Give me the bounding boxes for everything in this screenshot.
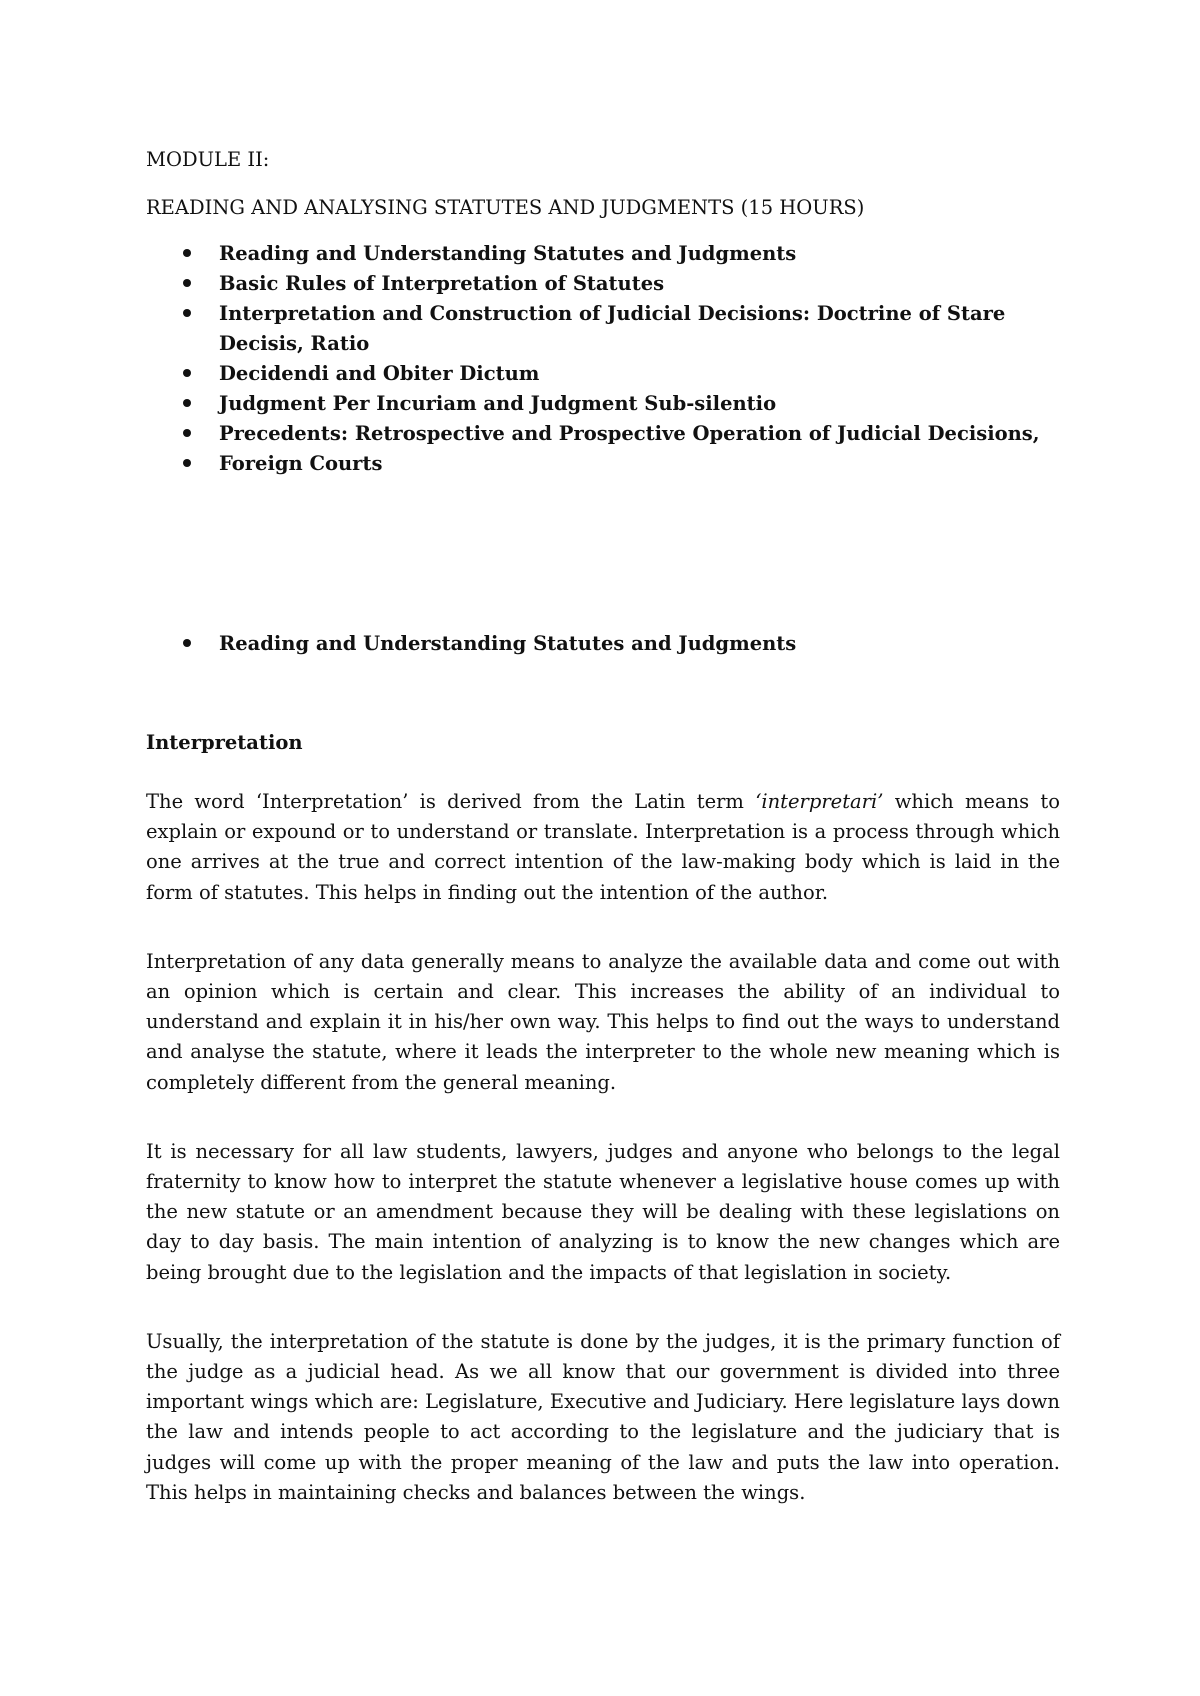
- paragraph-1-start: The word ‘Interpretation’ is derived from the Latin term: [146, 790, 756, 813]
- bullet-icon: [183, 249, 191, 257]
- topic-item: [146, 359, 1060, 389]
- topic-text: Judgment Per Incuriam and Judgment Sub-silentio: [219, 392, 777, 415]
- module-label: MODULE II:: [146, 148, 270, 171]
- topic-text: Foreign Courts: [219, 452, 383, 475]
- bullet-icon: [183, 279, 191, 287]
- module-title: READING AND ANALYSING STATUTES AND JUDGMENTS (15 HOURS): [146, 196, 865, 219]
- latin-term: ‘interpretari’: [755, 790, 884, 813]
- paragraph-2: Interpretation of any data generally means to analyze the available data and come out with an opinion which is certain and clear. This increases the ability of an individual to understand and explain it in his/her own way. This helps to find out the ways to understand and analyse the statute, where it leads the interpreter to the whole new meaning which is completely different from the general meaning.: [146, 949, 1060, 1094]
- vertical-spacer: [146, 479, 1060, 629]
- topic-text: Precedents: Retrospective and Prospective Operation of Judicial Decisions,: [219, 422, 1040, 445]
- topic-text: Reading and Understanding Statutes and Judgments: [219, 242, 797, 265]
- bullet-icon: [183, 309, 191, 317]
- paragraph-1-rest: which means to explain or expound or to understand or translate. Interpretation is a process through which one arrives at the true and correct intention of the law-making body which is laid in the form of statutes. This helps in finding out the intention of the author.: [146, 790, 1060, 904]
- topic-item: [146, 449, 1060, 479]
- topic-item: [146, 269, 1060, 299]
- topic-item: [146, 299, 1060, 359]
- topic-list: [146, 239, 1060, 479]
- section-subtitle: Interpretation: [146, 731, 303, 754]
- topic-item: [146, 389, 1060, 419]
- bullet-icon: [183, 459, 191, 467]
- paragraph-3: It is necessary for all law students, lawyers, judges and anyone who belongs to the legal fraternity to know how to interpret the statute whenever a legislative house comes up with the new statute or an amendment because they will be dealing with these legislations on day to day basis. The main intention of analyzing is to know the new changes which are being brought due to the legislation and the impacts of that legislation in society.: [146, 1139, 1060, 1284]
- document-content: [146, 146, 1060, 1547]
- topic-text: Basic Rules of Interpretation of Statutes: [219, 272, 665, 295]
- paragraph-1: [146, 787, 1060, 908]
- topic-text: Interpretation and Construction of Judicial Decisions: Doctrine of Stare Decisis, Ratio: [219, 302, 1006, 355]
- bullet-icon: [183, 429, 191, 437]
- topic-item: [146, 239, 1060, 269]
- section-bullet-item: [146, 629, 1060, 659]
- section-bullet-list: [146, 629, 1060, 659]
- topic-text: Decidendi and Obiter Dictum: [219, 362, 540, 385]
- section-bullet-text: Reading and Understanding Statutes and Judgments: [219, 632, 797, 655]
- paragraph-4: Usually, the interpretation of the statute is done by the judges, it is the primary function of the judge as a judicial head. As we all know that our government is divided into three important wings which are: Legislature, Executive and Judiciary. Here legislature lays down the law and intends people to act according to the legislature and the judiciary that is judges will come up with the proper meaning of the law and puts the law into operation. This helps in maintaining checks and balances between the wings.: [146, 1329, 1060, 1504]
- topic-item: [146, 419, 1060, 449]
- bullet-icon: [183, 399, 191, 407]
- bullet-icon: [183, 369, 191, 377]
- bullet-icon: [183, 639, 191, 647]
